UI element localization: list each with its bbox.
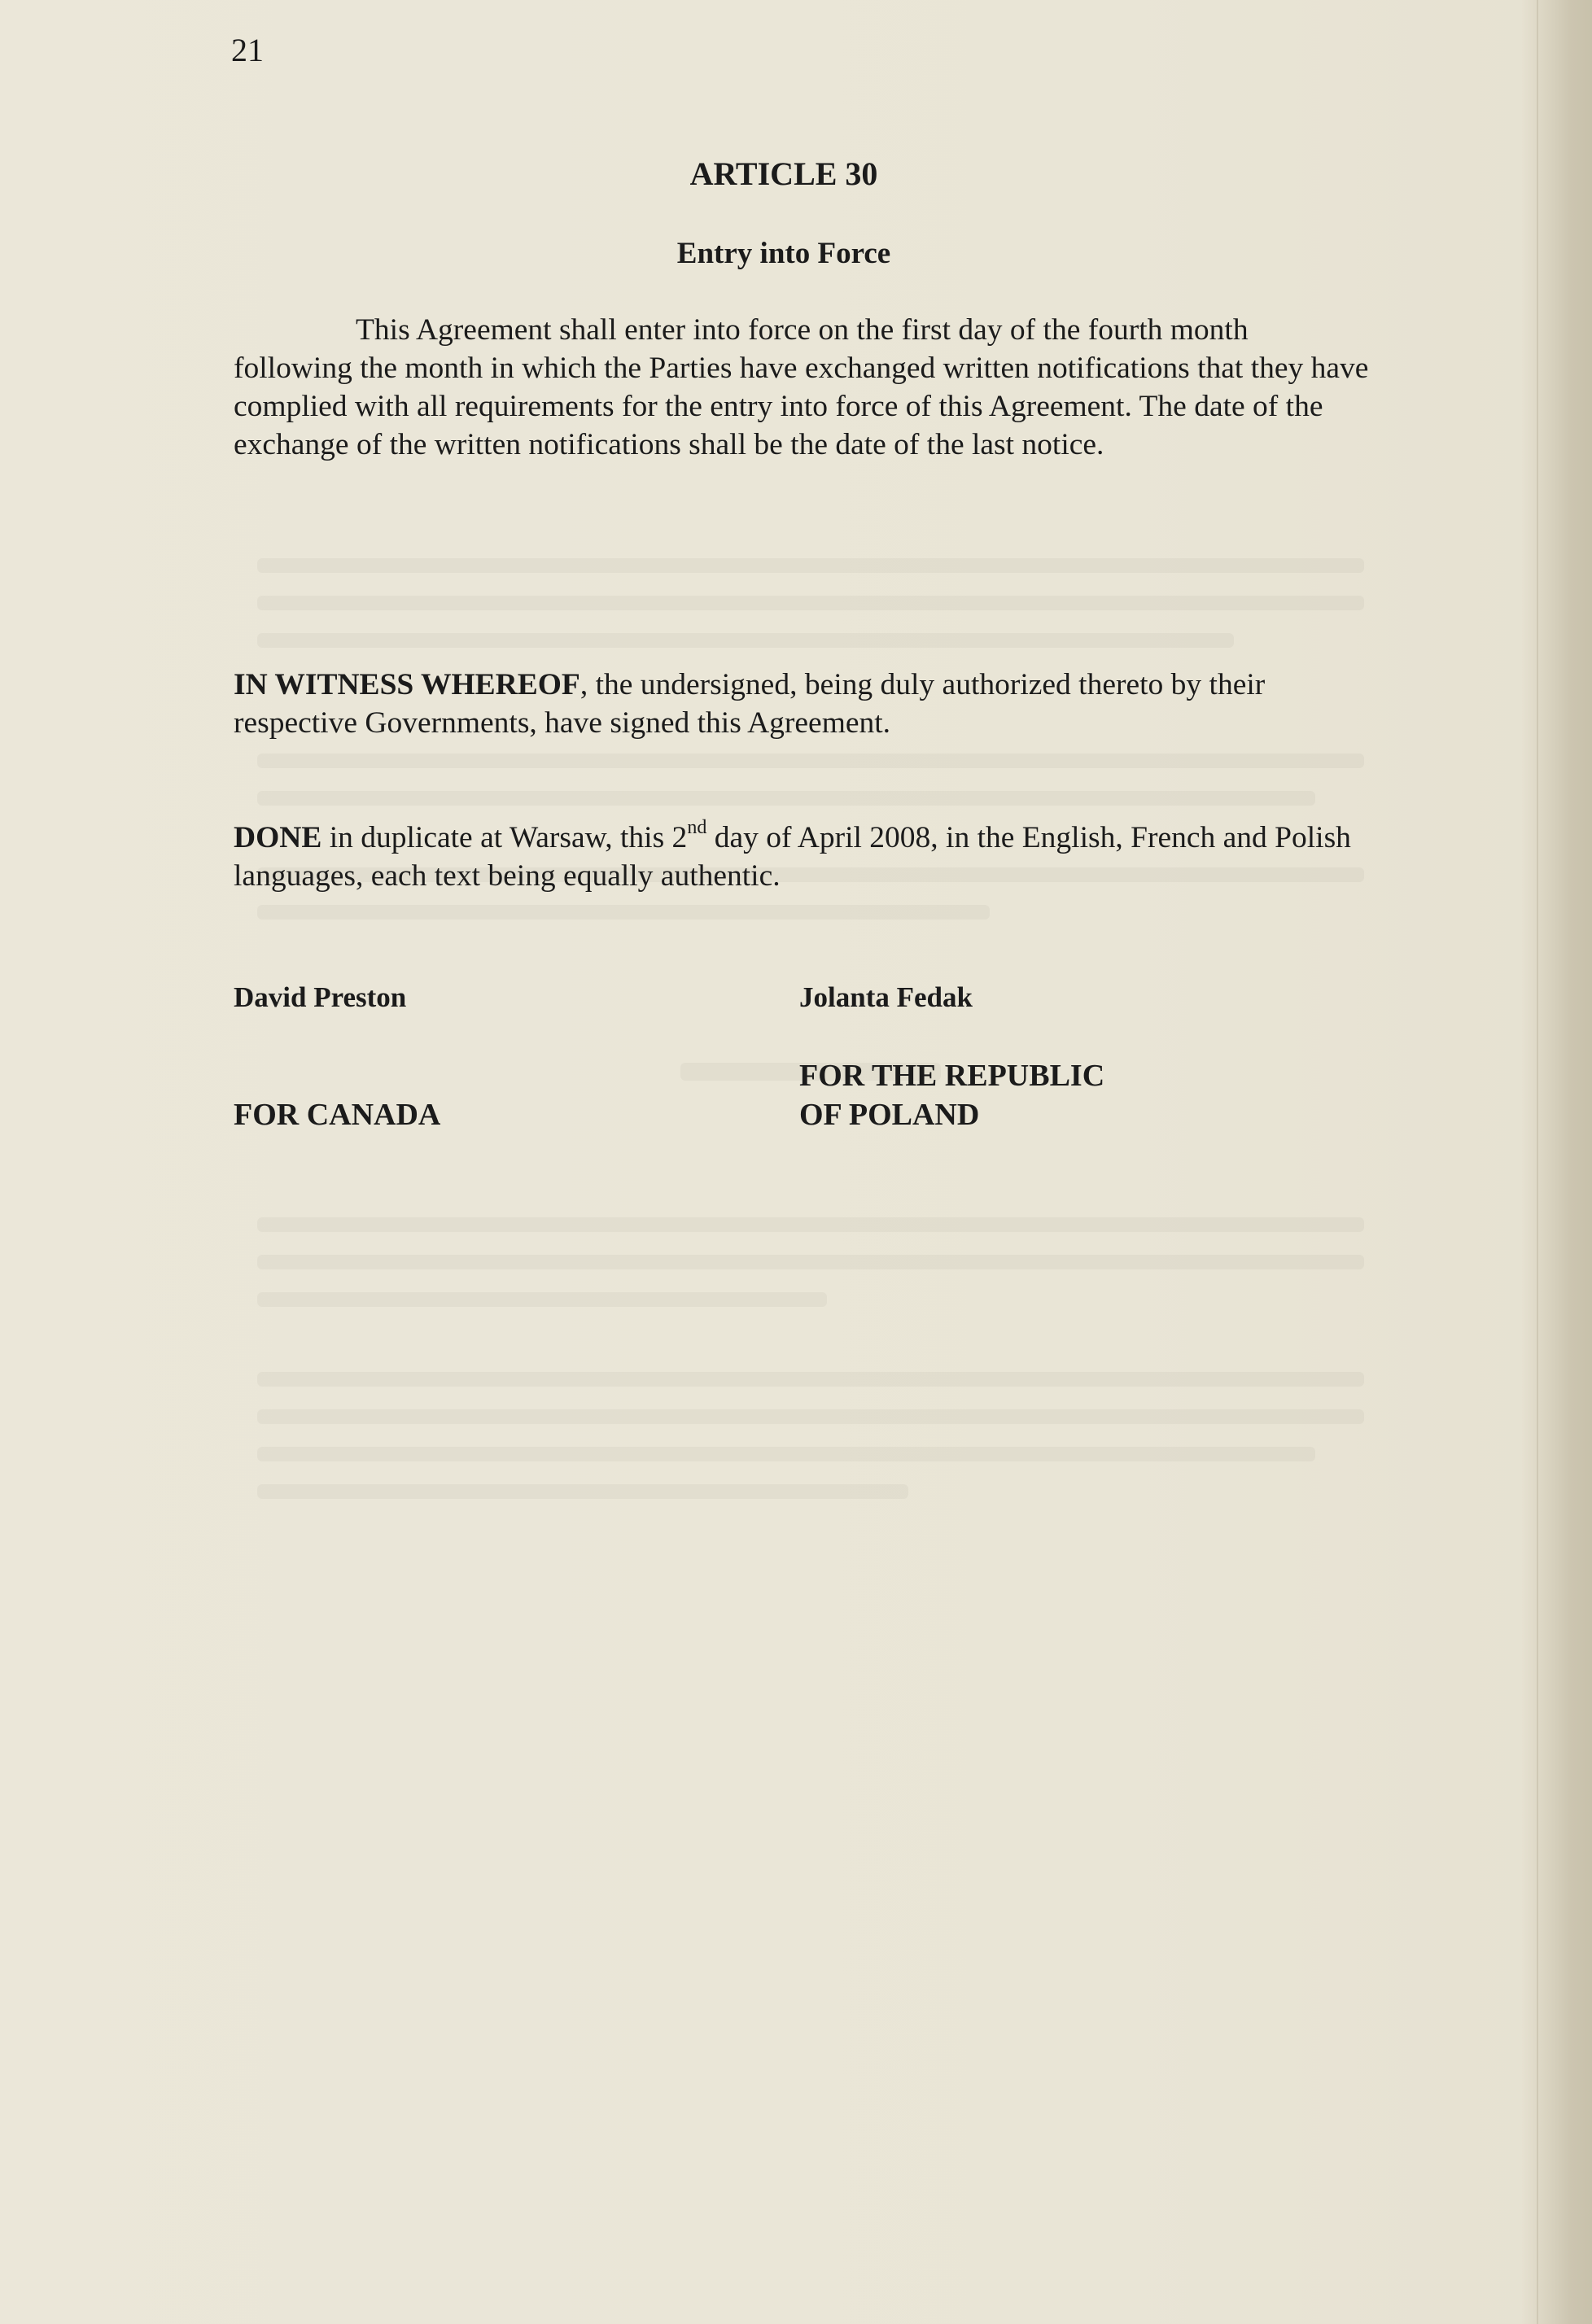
signatory-name-poland: Jolanta Fedak xyxy=(799,981,973,1013)
signatory-for-poland xyxy=(799,1056,1104,1134)
page-binding-edge xyxy=(1522,0,1592,2324)
entry-into-force-paragraph: This Agreement shall enter into force on the first day of the fourth month following the month in which the Parties have exchanged written notifications that they have complied with all requirements for the entry into force of this Agreement. The date of the exchange of the written notifications shall be the date of the last notice. xyxy=(234,313,1369,461)
done-text-start: in duplicate at Warsaw, this 2 xyxy=(321,821,688,854)
done-lead: DONE xyxy=(234,821,322,854)
witness-paragraph xyxy=(234,666,1373,742)
signatory-name-canada: David Preston xyxy=(234,981,407,1013)
article-subheading: Entry into Force xyxy=(676,237,891,270)
page-number: 21 xyxy=(231,32,264,68)
signatory-for-poland-line2: OF POLAND xyxy=(799,1098,980,1132)
article-heading: ARTICLE 30 xyxy=(689,155,878,192)
done-paragraph xyxy=(234,816,1373,895)
binding-fold-line xyxy=(1537,0,1538,2324)
witness-text: , the undersigned, being duly authorized thereto by their respective Governments, have signed this Agreement. xyxy=(234,668,1266,740)
signatory-for-canada: FOR CANADA xyxy=(234,1098,441,1132)
witness-lead: IN WITNESS WHEREOF xyxy=(234,668,580,701)
signatory-for-poland-line1: FOR THE REPUBLIC xyxy=(799,1059,1105,1093)
done-text-end: day of April 2008, in the English, French and Polish languages, each text being equally authentic. xyxy=(234,821,1351,893)
ordinal-suffix: nd xyxy=(687,816,707,838)
